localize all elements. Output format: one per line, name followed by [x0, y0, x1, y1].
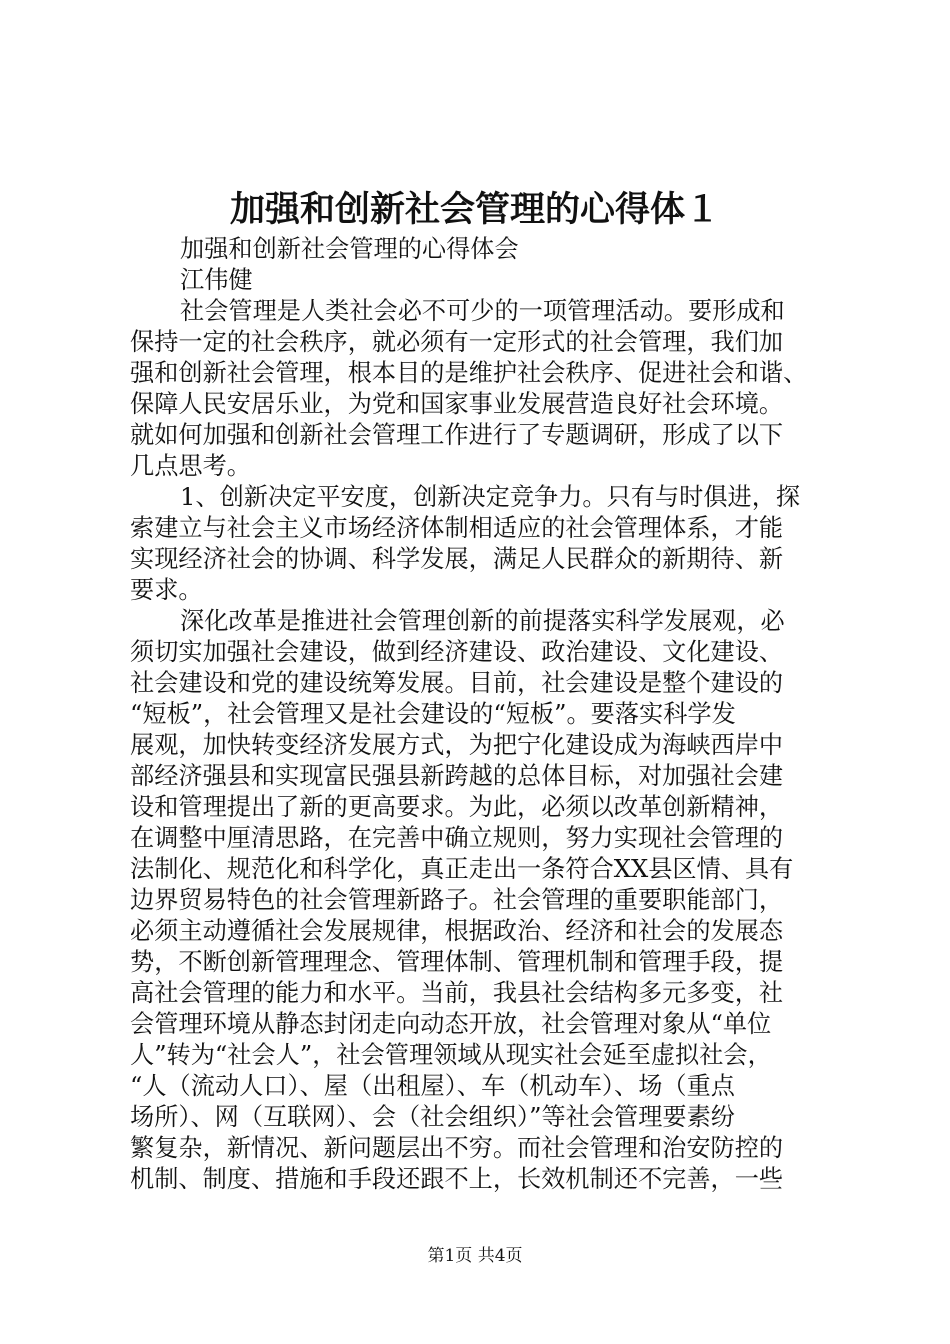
body-line: 1、创新决定平安度，创新决定竞争力。只有与时俱进，探 — [180, 483, 801, 511]
body-line: 部经济强县和实现富民强县新跨越的总体目标，对加强社会建 — [130, 762, 784, 790]
body-line: 必须主动遵循社会发展规律，根据政治、经济和社会的发展态 — [130, 917, 784, 945]
body-line: 强和创新社会管理，根本目的是维护社会秩序、促进社会和谐、 — [130, 359, 808, 387]
subtitle-line: 加强和创新社会管理的心得体会 — [180, 235, 519, 263]
body-line: 实现经济社会的协调、科学发展，满足人民群众的新期待、新 — [130, 545, 784, 573]
body-line: 索建立与社会主义市场经济体制相适应的社会管理体系，才能 — [130, 514, 784, 542]
author-line: 江伟健 — [180, 266, 253, 294]
body-line: 社会建设和党的建设统筹发展。目前，社会建设是整个建设的 — [130, 669, 784, 697]
body-line: 要求。 — [130, 576, 203, 604]
body-line: 法制化、规范化和科学化，真正走出一条符合XX县区情、具有 — [130, 855, 794, 883]
body-line: 会管理环境从静态封闭走向动态开放，社会管理对象从“单位 — [130, 1010, 772, 1038]
document-body — [130, 234, 830, 1195]
body-line: “人（流动人口）、屋（出租屋）、车（机动车）、场（重点 — [130, 1072, 735, 1100]
body-line: 场所）、网（互联网）、会（社会组织）”等社会管理要素纷 — [130, 1103, 735, 1131]
body-line: 就如何加强和创新社会管理工作进行了专题调研，形成了以下 — [130, 421, 784, 449]
body-line: 设和管理提出了新的更高要求。为此，必须以改革创新精神， — [130, 793, 784, 821]
body-line: 高社会管理的能力和水平。当前，我县社会结构多元多变，社 — [130, 979, 784, 1007]
document-title: 加强和创新社会管理的心得体１ — [229, 189, 720, 230]
body-line: 人”转为“社会人”，社会管理领域从现实社会延至虚拟社会， — [130, 1041, 772, 1069]
body-line: “短板”，社会管理又是社会建设的“短板”。要落实科学发 — [130, 700, 736, 728]
body-line: 势，不断创新管理理念、管理体制、管理机制和管理手段，提 — [130, 948, 784, 976]
body-line: 保持一定的社会秩序，就必须有一定形式的社会管理，我们加 — [130, 328, 784, 356]
body-line: 繁复杂，新情况、新问题层出不穷。而社会管理和治安防控的 — [130, 1134, 784, 1162]
body-line: 社会管理是人类社会必不可少的一项管理活动。要形成和 — [180, 297, 785, 325]
body-line: 边界贸易特色的社会管理新路子。社会管理的重要职能部门， — [130, 886, 784, 914]
body-line: 须切实加强社会建设，做到经济建设、政治建设、文化建设、 — [130, 638, 784, 666]
body-line: 保障人民安居乐业，为党和国家事业发展营造良好社会环境。 — [130, 390, 784, 418]
body-line: 在调整中厘清思路，在完善中确立规则，努力实现社会管理的 — [130, 824, 784, 852]
page-footer: 第1页 共4页 — [427, 1246, 523, 1266]
body-line: 深化改革是推进社会管理创新的前提落实科学发展观，必 — [180, 607, 785, 635]
body-line: 展观，加快转变经济发展方式，为把宁化建设成为海峡西岸中 — [130, 731, 784, 759]
body-line: 几点思考。 — [130, 452, 251, 480]
body-line: 机制、制度、措施和手段还跟不上，长效机制还不完善，一些 — [130, 1165, 784, 1193]
